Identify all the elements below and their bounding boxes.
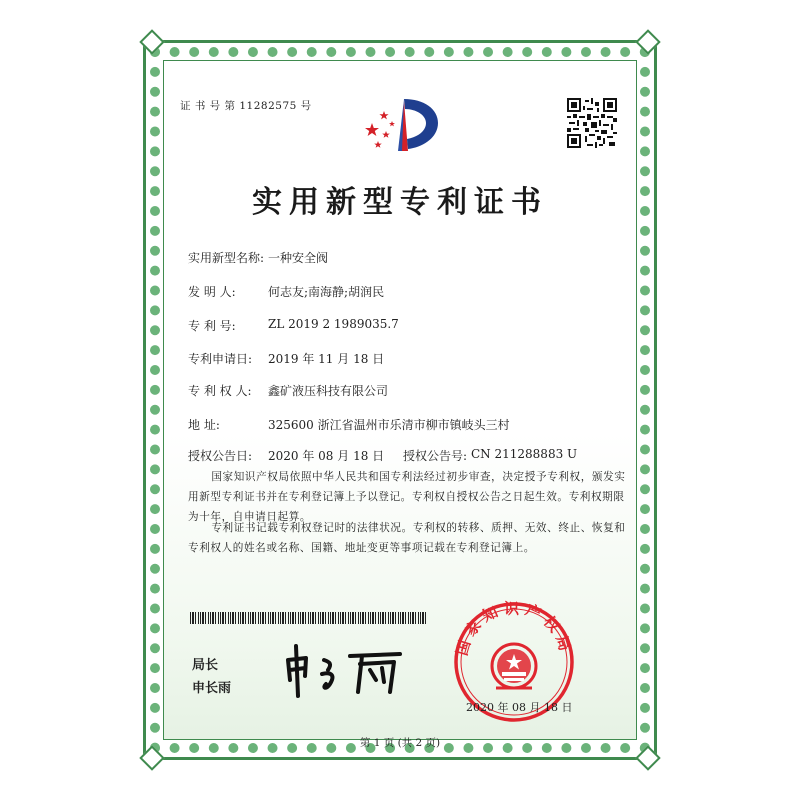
- certificate-number-suffix: 号: [300, 100, 312, 112]
- certificate-number-value: 11282575: [239, 100, 297, 112]
- qr-code-icon: [567, 98, 617, 148]
- field-announcement-value: CN 211288883 U: [471, 447, 578, 461]
- signature-image: [278, 640, 406, 700]
- field-grant-date-value: 2020 年 08 月 18 日: [268, 449, 385, 463]
- field-filing-date-label: 专利申请日:: [188, 352, 253, 366]
- field-patentee-value: 鑫矿液压科技有限公司: [268, 384, 389, 398]
- field-address-label: 地 址:: [188, 418, 220, 432]
- seal-text: 国家知识产权局: [452, 600, 576, 658]
- field-address-value: 325600 浙江省温州市乐清市柳市镇岐头三村: [268, 418, 510, 432]
- director-title: 局长: [192, 658, 219, 673]
- field-filing-date-value: 2019 年 11 月 18 日: [268, 352, 385, 366]
- field-name-label: 实用新型名称:: [188, 251, 265, 265]
- field-patent-number-value: ZL 2019 2 1989035.7: [268, 317, 399, 331]
- certificate-title: 实用新型专利证书: [252, 185, 548, 220]
- page-indicator: 第 1 页 (共 2 页): [359, 737, 441, 749]
- field-inventor-label: 发 明 人:: [188, 285, 236, 299]
- legal-status-paragraph: 专利证书记载专利权登记时的法律状况。专利权的转移、质押、无效、终止、恢复和专利权人的姓名或名称、国籍、地址变更等事项记载在专利登记簿上。: [188, 522, 626, 554]
- field-patentee-label: 专 利 权 人:: [188, 384, 252, 398]
- field-announcement-label: 授权公告号:: [403, 449, 468, 463]
- field-grant-date-label: 授权公告日:: [188, 449, 253, 463]
- seal-date: 2020 年 08 月 18 日: [466, 701, 573, 714]
- certificate-number-label: 证 书 号 第: [180, 100, 236, 112]
- field-name-value: 一种安全阀: [268, 251, 329, 265]
- field-patent-number-label: 专 利 号:: [188, 319, 236, 333]
- certificate-number: [180, 98, 312, 113]
- barcode-icon: [190, 612, 426, 624]
- statement-paragraph: 国家知识产权局依照中华人民共和国专利法经过初步审查，决定授予专利权，颁发实用新型专利证书并在专利登记簿上予以登记。专利权自授权公告之日起生效。专利权期限为十年，自申请日起算。: [188, 471, 626, 523]
- director-name: 申长雨: [192, 681, 232, 696]
- field-inventor-value: 何志友;南海静;胡润民: [268, 285, 385, 299]
- cnipa-logo-icon: [358, 93, 442, 163]
